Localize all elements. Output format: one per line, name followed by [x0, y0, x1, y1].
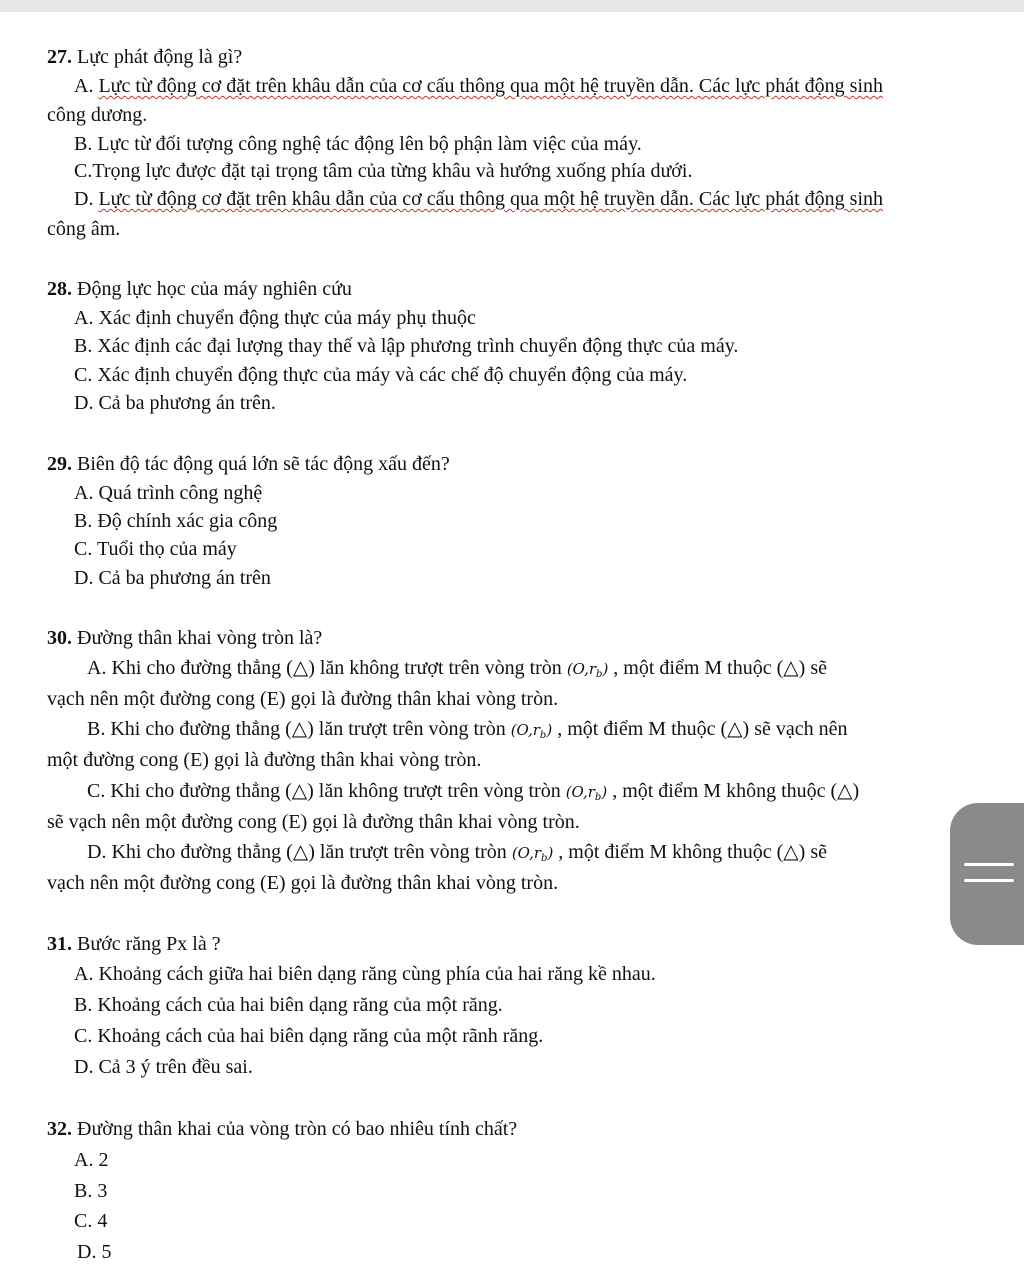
question-title [47, 45, 242, 69]
question-text: Biên độ tác động quá lớn sẽ tác động xấu đến? [77, 453, 450, 475]
question-number: 32. [47, 1118, 72, 1140]
question-number: 28. [47, 278, 72, 300]
option-a-continued: công dương. [47, 104, 148, 126]
option-d: D. Cả 3 ý trên đều sai. [74, 1056, 253, 1078]
option-a: A. 2 [74, 1149, 109, 1171]
option-d: D. Cả ba phương án trên [74, 567, 271, 589]
option-c: C. Tuổi thọ của máy [74, 538, 237, 560]
question-text: Bước răng Px là ? [77, 933, 221, 955]
option-d: D. Khi cho đường thẳng (△) lăn trượt trên vòng tròn $(O,r_b)$ , một điểm M không thuộc (△) sẽ [87, 841, 827, 864]
spellcheck-underlined-text: Lực từ động cơ đặt trên khâu dẫn của cơ cấu thông qua một hệ truyền dẫn. Các lực phát động sinh [98, 188, 884, 210]
option-b: B. Lực từ đối tượng công nghệ tác động lên bộ phận làm việc của máy. [74, 133, 642, 155]
question-title [47, 1117, 517, 1141]
option-b: B. 3 [74, 1180, 108, 1202]
scroll-handle[interactable] [950, 803, 1024, 945]
circle-notation: $(O,r_b)$ [511, 844, 554, 864]
option-d: D. 5 [77, 1241, 112, 1263]
option-c: C. Khoảng cách của hai biên dạng răng của một rãnh răng. [74, 1025, 544, 1047]
option-d-continued: công âm. [47, 218, 121, 240]
option-c-continued: sẽ vạch nên một đường cong (E) gọi là đường thân khai vòng tròn. [47, 811, 580, 833]
question-number: 30. [47, 627, 72, 649]
option-a: A. Khi cho đường thẳng (△) lăn không trượt trên vòng tròn $(O,r_b)$ , một điểm M thuộc (△) sẽ [87, 657, 827, 680]
option-a: A. Xác định chuyển động thực của máy phụ thuộc [74, 307, 476, 329]
option-c: C.Trọng lực được đặt tại trọng tâm của từng khâu và hướng xuống phía dưới. [74, 160, 693, 182]
question-number: 29. [47, 453, 72, 475]
option-a-continued: vạch nên một đường cong (E) gọi là đường thân khai vòng tròn. [47, 688, 559, 710]
option-d: D. Lực từ động cơ đặt trên khâu dẫn của cơ cấu thông qua một hệ truyền dẫn. Các lực phát động sinh [74, 188, 884, 210]
spellcheck-underlined-text: Lực từ động cơ đặt trên khâu dẫn của cơ cấu thông qua một hệ truyền dẫn. Các lực phát động sinh [98, 75, 884, 97]
option-c: C. Xác định chuyển động thực của máy và các chế độ chuyển động của máy. [74, 364, 688, 386]
option-b: B. Độ chính xác gia công [74, 510, 278, 532]
option-c: C. Khi cho đường thẳng (△) lăn không trượt trên vòng tròn $(O,r_b)$ , một điểm M không thuộc (△) [87, 780, 860, 803]
option-d-continued: vạch nên một đường cong (E) gọi là đường thân khai vòng tròn. [47, 872, 559, 894]
question-text: Lực phát động là gì? [77, 46, 243, 68]
option-c: C. 4 [74, 1210, 108, 1232]
circle-notation: $(O,r_b)$ [566, 660, 609, 680]
question-text: Động lực học của máy nghiên cứu [77, 278, 352, 300]
question-title [47, 932, 221, 956]
circle-notation: $(O,r_b)$ [565, 783, 608, 803]
question-title [47, 626, 322, 650]
circle-notation: $(O,r_b)$ [510, 721, 553, 741]
question-number: 31. [47, 933, 72, 955]
option-b: B. Khi cho đường thẳng (△) lăn trượt trên vòng tròn $(O,r_b)$ , một điểm M thuộc (△) sẽ vạch nên [87, 718, 848, 741]
option-b: B. Khoảng cách của hai biên dạng răng của một răng. [74, 994, 503, 1016]
question-title [47, 452, 450, 476]
option-a: A. Quá trình công nghệ [74, 482, 263, 504]
option-a: A. Lực từ động cơ đặt trên khâu dẫn của cơ cấu thông qua một hệ truyền dẫn. Các lực phát động sinh [74, 75, 884, 97]
question-title [47, 277, 352, 301]
option-b: B. Xác định các đại lượng thay thế và lập phương trình chuyển động thực của máy. [74, 335, 739, 357]
question-number: 27. [47, 46, 72, 68]
question-text: Đường thân khai vòng tròn là? [77, 627, 323, 649]
option-a: A. Khoảng cách giữa hai biên dạng răng cùng phía của hai răng kề nhau. [74, 963, 656, 985]
option-b-continued: một đường cong (E) gọi là đường thân khai vòng tròn. [47, 749, 482, 771]
option-d: D. Cả ba phương án trên. [74, 392, 276, 414]
question-text: Đường thân khai của vòng tròn có bao nhiêu tính chất? [77, 1118, 518, 1140]
